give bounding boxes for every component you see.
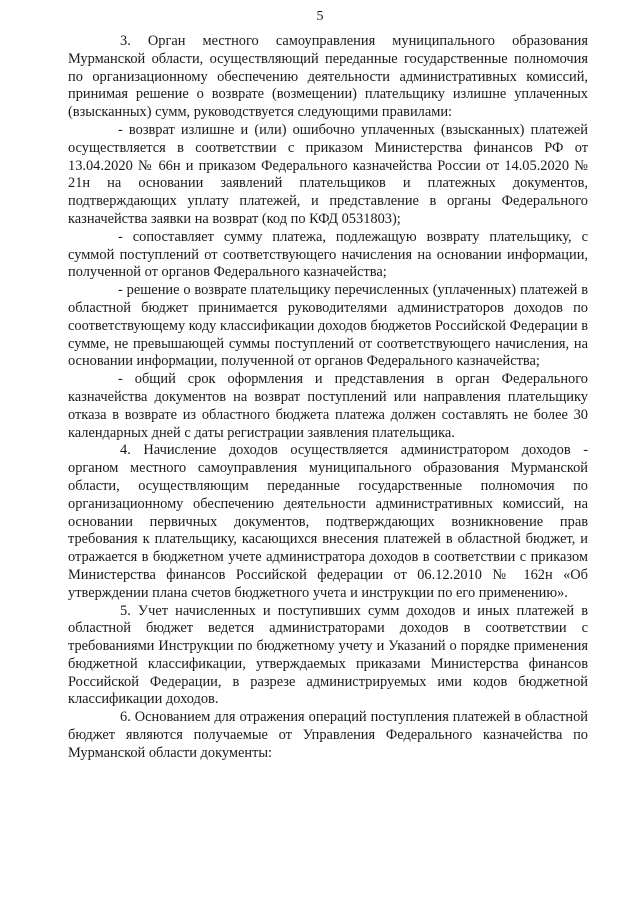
rule-item-processing-term: - общий срок оформления и представления в орган Федерального казначейства документов на возврат поступлений или направления плательщику отказа в возврате из областного бюджета платежа должен составлять не более 30 календарных дней с даты регистрации заявления плательщика. — [68, 371, 588, 441]
page-number: 5 — [316, 9, 324, 24]
paragraph-5: 5. Учет начисленных и поступивших сумм доходов и иных платежей в областной бюджет ведется администраторами доходов в соответствии с требованиями Инструкции по бюджетному учету и Указаний о порядке применения бюджетной классификации, утверждаемых приказами Министерства финансов Российской Федерации, в разрезе администрируемых ими кодов бюджетной классификации доходов. — [68, 602, 588, 708]
rule-item-compare-amount: - сопоставляет сумму платежа, подлежащую возврату плательщику, с суммой поступлений от соответствующего начисления на основании информации, полученной от органов Федерального казначейства; — [68, 228, 588, 281]
rule-item-refund-basis: - возврат излишне и (или) ошибочно уплаченных (взысканных) платежей осуществляется в соответствии с приказом Министерства финансов РФ от 13.04.2020 № 66н и приказом Федерального казначейства России от 14.05.2020 № 21н на основании заявлений плательщиков и платежных документов, подтверждающих уплату платежей, и представление в органы Федерального казначейства заявки на возврат (код по КФД 0531803); — [68, 121, 588, 227]
paragraph-4: 4. Начисление доходов осуществляется администратором доходов - органом местного самоуправления муниципального образования Мурманской области, осуществляющим переданные государственные полномочия по организационному обеспечению деятельности административных комиссий, на основании первичных документов, подтверждающих возникновение прав требования к плательщику, касающихся внесения платежей в областной бюджет, и отражается в бюджетном учете администратора доходов в соответствии с приказом Министерства финансов Российской федерации от 06.12.2010 № 162н «Об утверждении плана счетов бюджетного учета и инструкции по его применению». — [68, 442, 588, 601]
rule-item-refund-decision: - решение о возврате плательщику перечисленных (уплаченных) платежей в областной бюджет принимается руководителями администраторов доходов по соответствующему коду классификации доходов бюджетов Российской Федерации в сумме, не превышающей суммы поступлений от соответствующего начисления, на основании информации, полученной от органов Федерального казначейства; — [68, 282, 588, 370]
paragraph-6: 6. Основанием для отражения операций поступления платежей в областной бюджет являются получаемые от Управления Федерального казначейства по Мурманской области документы: — [68, 709, 588, 761]
paragraph-3: 3. Орган местного самоуправления муниципального образования Мурманской области, осуществляющий переданные государственные полномочия по организационному обеспечению деятельности административных комиссий, принимая решение о возврате (возмещении) плательщику излишне уплаченных (взысканных) сумм, руководствуется следующими правилами: — [68, 33, 588, 121]
document-body — [68, 33, 588, 763]
